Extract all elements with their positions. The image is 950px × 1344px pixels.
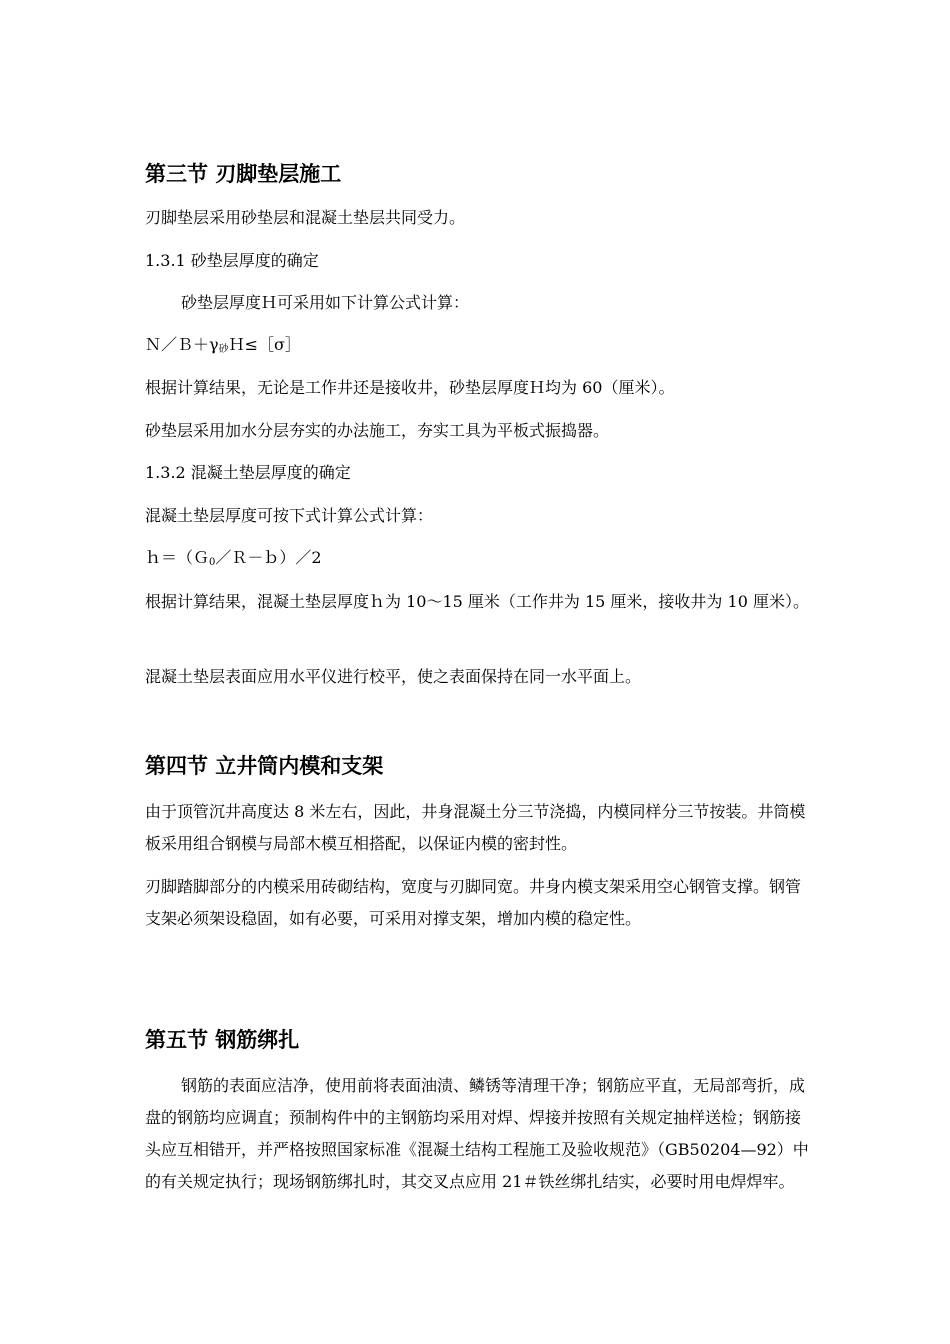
section-4-heading: 第四节 立井筒内模和支架: [145, 754, 384, 778]
subsection-1-3-1-heading: 1.3.1 砂垫层厚度的确定: [145, 251, 319, 270]
section-3-paragraph-6: 根据计算结果，混凝土垫层厚度ｈ为 10～15 厘米（工作井为 15 厘米，接收井为 10 厘米）。: [145, 592, 809, 611]
section-3-paragraph-7: 混凝土垫层表面应用水平仪进行校平，使之表面保持在同一水平面上。: [145, 667, 642, 686]
section-3-paragraph-3: 根据计算结果，无论是工作井还是接收井，砂垫层厚度Ｈ均为 60（厘米）。: [145, 378, 675, 397]
section-4-paragraph-1: 由于顶管沉井高度达 8 米左右，因此，井身混凝土分三节浇捣，内模同样分三节按装。井筒模板采用组合钢模与局部木模互相搭配，以保证内模的密封性。: [145, 802, 806, 853]
formula-part: ｈ＝（Ｇ: [145, 548, 210, 567]
section-3-paragraph-2: 砂垫层厚度Ｈ可采用如下计算公式计算：: [181, 293, 470, 312]
formula-sand-cushion: [145, 329, 810, 366]
section-3-paragraph-4: 砂垫层采用加水分层夯实的办法施工，夯实工具为平板式振捣器。: [145, 421, 610, 440]
formula-concrete-cushion: [145, 542, 810, 579]
section-5-paragraph-1: 钢筋的表面应洁净，使用前将表面油渍、鳞锈等清理干净；钢筋应平直，无局部弯折，成盘的钢筋均应调直；预制构件中的主钢筋均采用对焊、焊接并按照有关规定抽样送检；钢筋接头应互相错开，并严格按照国家标准《混凝土结构工程施工及验收规范》（GB50204—92）中的有关规定执行；现场钢筋绑扎时，其交叉点应用 21＃铁丝绑扎结实，必要时用电焊焊牢。: [145, 1076, 809, 1191]
subsection-1-3-2-heading: 1.3.2 混凝土垫层厚度的确定: [145, 463, 351, 482]
formula-part: Ｈ≤［σ］: [228, 335, 301, 354]
section-3-paragraph-1: 刃脚垫层采用砂垫层和混凝土垫层共同受力。: [145, 208, 466, 227]
formula-subscript: 砂: [218, 344, 229, 355]
section-3-paragraph-5: 混凝土垫层厚度可按下式计算公式计算：: [145, 506, 434, 525]
section-5-heading: 第五节 钢筋绑扎: [145, 1028, 300, 1052]
section-3-heading: 第三节 刃脚垫层施工: [145, 162, 342, 186]
formula-subscript: 0: [209, 557, 216, 568]
section-4-paragraph-2: 刃脚踏脚部分的内模采用砖砌结构，宽度与刃脚同宽。井身内模支架采用空心钢管支撑。钢管支架必须架设稳固，如有必要，可采用对撑支架，增加内模的稳定性。: [145, 877, 802, 928]
formula-part: Ｎ／Ｂ＋γ: [145, 335, 219, 354]
formula-part: ／Ｒ－ｂ）／2: [215, 548, 322, 567]
